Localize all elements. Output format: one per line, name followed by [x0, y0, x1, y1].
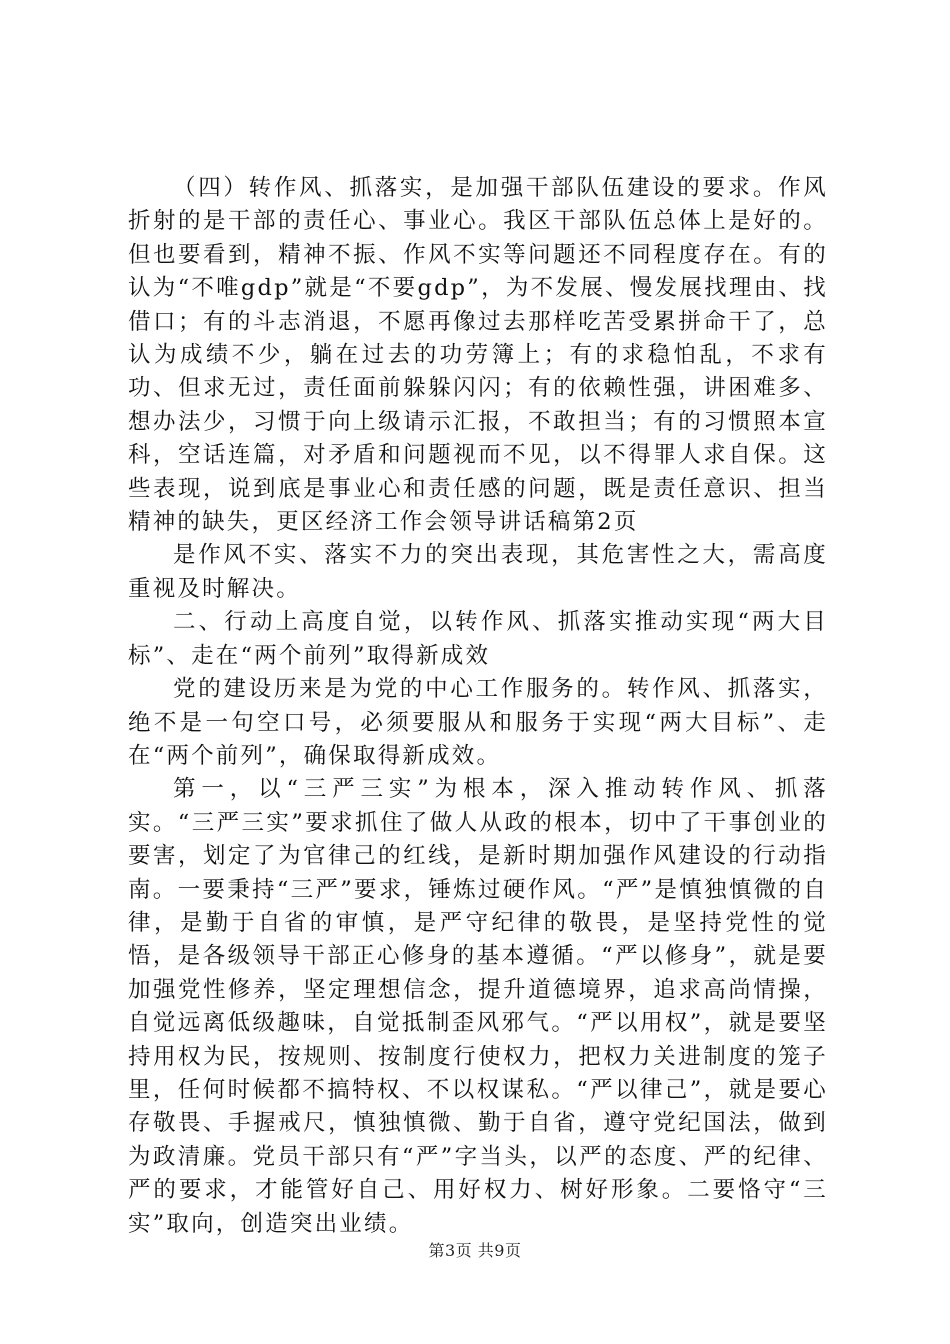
section-heading-two: 二、行动上高度自觉，以转作风、抓落实推动实现“两大目标”、走在“两个前列”取得新成效 [128, 609, 828, 669]
page-number-footer: 第3页 共9页 [428, 1241, 522, 1260]
paragraph-section-four: （四）转作风、抓落实，是加强干部队伍建设的要求。作风折射的是干部的责任心、事业心。我区干部队伍总体上是好的。但也要看到，精神不振、作风不实等问题还不同程度存在。有的认为“不唯gdp”就是“不要gdp”，为不发展、慢发展找理由、找借口；有的斗志消退，不愿再像过去那样吃苦受累拼命干了，总认为成绩不少，躺在过去的功劳簿上；有的求稳怕乱，不求有功、但求无过，责任面前躲躲闪闪；有的依赖性强，讲困难多、想办法少，习惯于向上级请示汇报，不敢担当；有的习惯照本宣科，空话连篇，对矛盾和问题视而不见，以不得罪人求自保。这些表现，说到底是事业心和责任感的问题，既是责任意识、担当精神的缺失，更区经济工作会领导讲话稿第2页 [128, 175, 828, 536]
paragraph-first-point: 第一，以“三严三实”为根本，深入推动转作风、抓落实。“三严三实”要求抓住了做人从政的根本，切中了干事创业的要害，划定了为官律己的红线，是新时期加强作风建设的行动指南。一要秉持“三严”要求，锤炼过硬作风。“严”是慎独慎微的自律，是勤于自省的审慎，是严守纪律的敬畏，是坚持党性的觉悟，是各级领导干部正心修身的基本遵循。“严以修身”，就是要加强党性修养，坚定理想信念，提升道德境界，追求高尚情操，自觉远离低级趣味，自觉抵制歪风邪气。“严以用权”，就是要坚持用权为民，按规则、按制度行使权力，把权力关进制度的笼子里，任何时候都不搞特权、不以权谋私。“严以律己”，就是要心存敬畏、手握戒尺，慎独慎微、勤于自省，遵守党纪国法，做到为政清廉。党员干部只有“严”字当头，以严的态度、严的纪律、严的要求，才能管好自己、用好权力、树好形象。二要恪守“三实”取向，创造突出业绩。 [128, 776, 828, 1237]
document-body [128, 172, 828, 1241]
paragraph-continuation: 是作风不实、落实不力的突出表现，其危害性之大，需高度重视及时解决。 [128, 542, 828, 602]
paragraph-party-building: 党的建设历来是为党的中心工作服务的。转作风、抓落实，绝不是一句空口号，必须要服从和服务于实现“两大目标”、走在“两个前列”，确保取得新成效。 [128, 676, 828, 769]
